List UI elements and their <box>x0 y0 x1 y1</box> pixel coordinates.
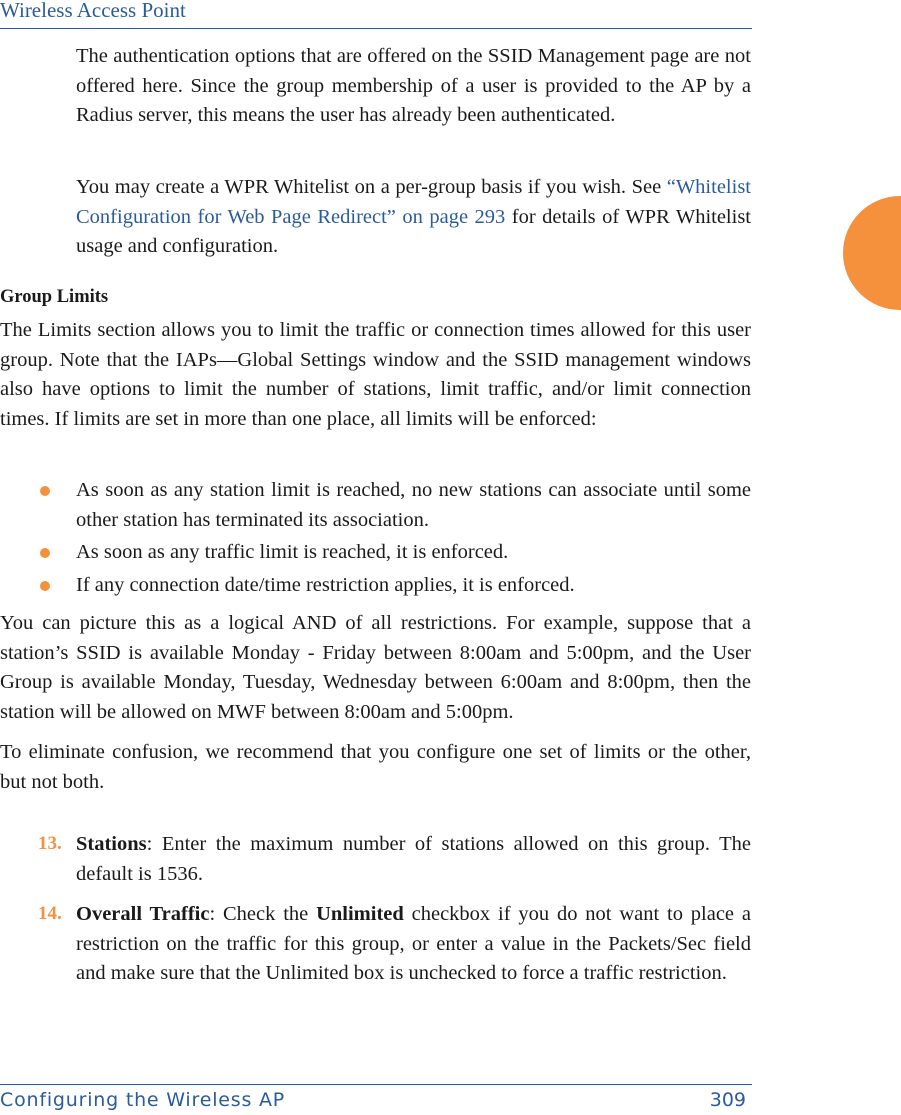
step-14-term-unlimited: Unlimited <box>316 903 404 925</box>
logical-and-paragraph: You can picture this as a logical AND of all restrictions. For example, suppose that a station’s SSID is available Monday - Friday between 8:00am and 5:00pm, and the User Group is available Monday, Tuesday, Wednesday between 6:00am and 8:00pm, then the station will be allowed on MWF between 8:00am and 5:00pm. <box>0 612 751 723</box>
step-13-term: Stations <box>76 833 147 855</box>
chapter-tab-marker <box>843 196 901 310</box>
step-14-term: Overall Traffic <box>76 903 210 925</box>
intro-p2-text-end: for details of WPR Whitelist usage and configuration. <box>76 205 751 257</box>
page-header <box>0 0 752 29</box>
whitelist-link[interactable]: “Whitelist Configuration for Web Page Redirect” on page 293 <box>76 176 751 228</box>
section-heading-group-limits: Group Limits <box>0 287 109 307</box>
recommendation-paragraph: To eliminate confusion, we recommend that you configure one set of limits or the other, but not both. <box>0 741 751 793</box>
bullet-item-3: If any connection date/time restriction applies, it is enforced. <box>76 574 575 596</box>
step-14-text-b: checkbox if you do not want to place a restriction on the traffic for this group, or enter a value in the Packets/Sec field and make sure that the Unlimited box is unchecked to force a traffic restriction. <box>76 903 751 984</box>
group-limits-paragraph: The Limits section allows you to limit the traffic or connection times allowed for this user group. Note that the IAPs—Global Settings window and the SSID management windows also have options to limit the number of stations, limit traffic, and/or limit connection times. If limits are set in more than one place, all limits will be enforced: <box>0 319 751 430</box>
intro-paragraph-1: The authentication options that are offered on the SSID Management page are not offered here. Since the group membership of a user is provided to the AP by a Radius server, this means the user has already been authenticated. <box>76 45 751 126</box>
bullet-icon <box>40 581 50 591</box>
step-number-14: 14. <box>38 903 62 924</box>
bullet-icon <box>40 486 50 496</box>
intro-paragraph-2 <box>76 173 751 262</box>
bullet-icon <box>40 548 50 558</box>
footer-section-title: Configuring the Wireless AP <box>0 1089 286 1111</box>
intro-p2-text: You may create a WPR Whitelist on a per-group basis if you wish. See <box>76 176 667 198</box>
step-13-stations <box>76 830 751 889</box>
step-14-overall-traffic <box>76 900 751 989</box>
header-title: Wireless Access Point <box>0 0 186 22</box>
page-footer <box>0 1084 752 1115</box>
footer-page-number: 309 <box>709 1089 746 1111</box>
step-14-text-a: : Check the <box>209 903 317 925</box>
step-number-13: 13. <box>38 833 62 854</box>
bullet-item-1: As soon as any station limit is reached, no new stations can associate until some other station has terminated its association. <box>76 479 751 531</box>
step-13-text: : Enter the maximum number of stations allowed on this group. The default is 1536. <box>76 833 751 885</box>
bullet-item-2: As soon as any traffic limit is reached, it is enforced. <box>76 541 509 563</box>
